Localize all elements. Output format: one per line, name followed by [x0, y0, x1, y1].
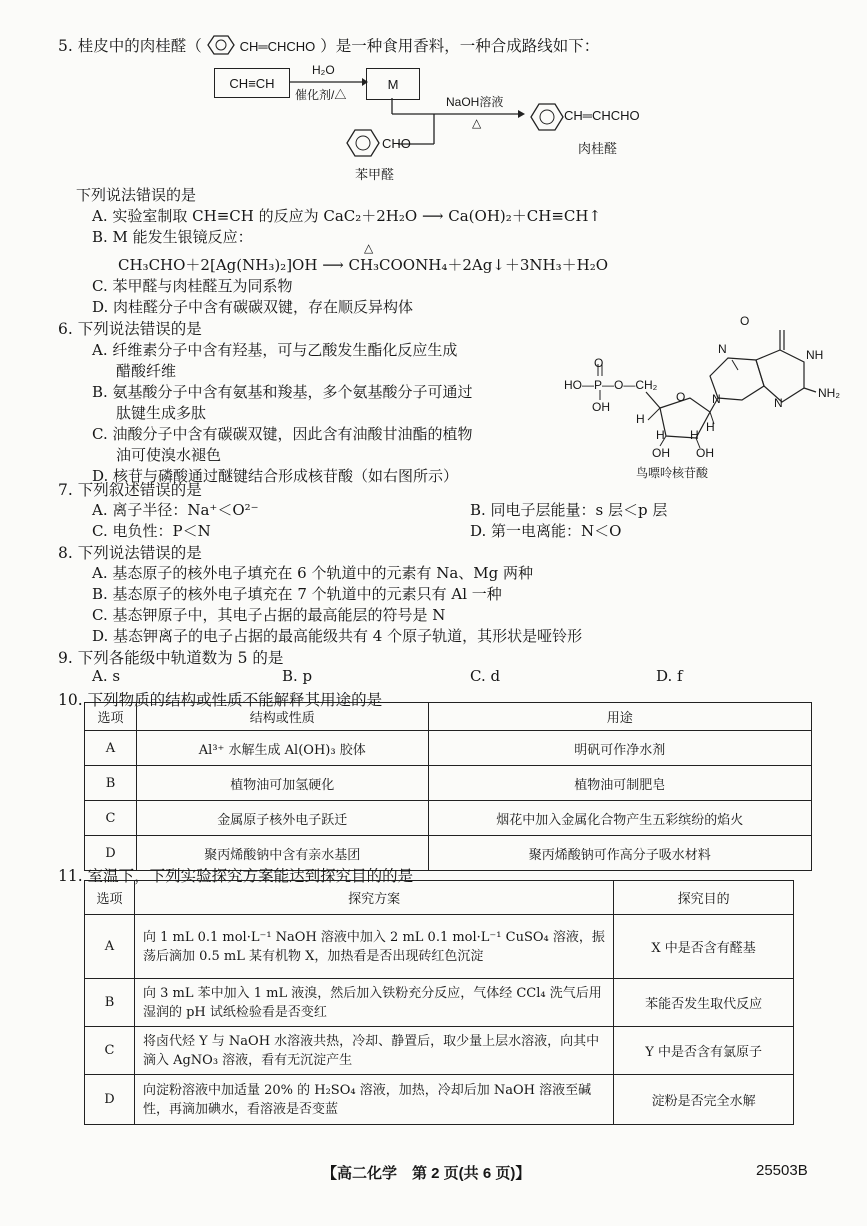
q6-option-A1: A. 纤维素分子中含有羟基，可与乙酸发生酯化反应生成	[92, 341, 458, 359]
table-cell: 向 3 mL 苯中加入 1 mL 液溴，然后加入铁粉充分反应，气体经 CCl₄ 洗气后用湿润的 pH 试纸检验看是否变红	[134, 979, 613, 1027]
table-row	[85, 915, 794, 979]
benzene-ring-icon	[346, 128, 380, 158]
table-cell: 明矾可作净水剂	[428, 731, 811, 766]
fig-OH-P: OH	[592, 400, 610, 414]
q6-option-B1: B. 氨基酸分子中含有氨基和羧基，多个氨基酸分子可通过	[92, 383, 473, 401]
scheme-reagent1-top: H₂O	[312, 63, 335, 77]
scheme-intermediate: M	[387, 76, 399, 92]
table-row	[85, 979, 794, 1027]
q5-title-struct: CH═CHCHO	[239, 39, 316, 54]
q6-title: 6. 下列说法错误的是	[58, 320, 202, 338]
fig-NH2: NH₂	[818, 386, 840, 400]
q6-option-C1: C. 油酸分子中含有碳碳双键，因此含有油酸甘油酯的植物	[92, 425, 473, 443]
q9-title: 9. 下列各能级中轨道数为 5 的是	[58, 649, 284, 667]
table-row	[85, 731, 812, 766]
q10-title: 10. 下列物质的结构或性质不能解释其用途的是	[58, 691, 383, 709]
fig-N2: N	[774, 396, 783, 410]
fig-P-O: O	[594, 356, 604, 370]
q6-option-A2: 醋酸纤维	[116, 362, 177, 380]
q5-B2-arrow-cond: △	[364, 241, 374, 255]
scheme-product-name: 肉桂醛	[578, 141, 618, 156]
table-header: 探究方案	[134, 881, 613, 915]
fig-NH: NH	[806, 348, 824, 362]
fig-O-carbonyl: O	[740, 314, 750, 328]
q9-option-B: B. p	[282, 667, 313, 685]
table-cell: 聚丙烯酸钠可作高分子吸水材料	[428, 836, 811, 871]
q11-title: 11. 室温下，下列实验探究方案能达到探究目的的是	[58, 867, 414, 885]
q7-option-B: B. 同电子层能量：s 层＜p 层	[470, 501, 668, 519]
fig-caption: 鸟嘌呤核苷酸	[636, 466, 709, 480]
q5-title	[58, 34, 599, 56]
benzene-ring-icon	[530, 102, 564, 132]
fig-H3: H	[656, 428, 665, 442]
table-cell: 向淀粉溶液中加适量 20% 的 H₂SO₄ 溶液，加热，冷却后加 NaOH 溶液至碱性，再滴加碘水，看溶液是否变蓝	[134, 1075, 613, 1125]
benzene-ring-icon	[207, 34, 235, 56]
table-cell: 苯能否发生取代反应	[614, 979, 794, 1027]
table-cell: 金属原子核外电子跃迁	[136, 801, 428, 836]
table-header: 探究目的	[614, 881, 794, 915]
table-header: 选项	[85, 703, 137, 731]
table-header-row	[85, 881, 794, 915]
table-header: 结构或性质	[136, 703, 428, 731]
q5-option-B1: B. M 能发生银镜反应：	[92, 228, 253, 246]
table-cell: C	[85, 1027, 135, 1075]
q7-title: 7. 下列叙述错误的是	[58, 481, 202, 499]
table-cell: 植物油可加氢硬化	[136, 766, 428, 801]
fig-H1: H	[636, 412, 645, 426]
fig-OH2: OH	[696, 446, 714, 460]
q8-option-C: C. 基态钾原子中，其电子占据的最高能层的符号是 N	[92, 606, 446, 624]
fig-H4: H	[690, 428, 699, 442]
table-cell: D	[85, 836, 137, 871]
q6-option-D: D. 核苷与磷酸通过醚键结合形成核苷酸（如右图所示）	[92, 467, 459, 485]
scheme-start-box	[214, 68, 290, 98]
table-header: 用途	[428, 703, 811, 731]
table-cell: C	[85, 801, 137, 836]
fig-HO-P: HO—P—O—CH₂	[564, 378, 658, 392]
table-header-row	[85, 703, 812, 731]
table-cell: B	[85, 979, 135, 1027]
scheme-reagent1-bottom: 催化剂/△	[295, 88, 347, 102]
scheme-start: CH≡CH	[229, 75, 275, 91]
q8-option-A: A. 基态原子的核外电子填充在 6 个轨道中的元素有 Na、Mg 两种	[92, 564, 534, 582]
q8-option-D: D. 基态钾离子的电子占据的最高能级共有 4 个原子轨道，其形状是哑铃形	[92, 627, 583, 645]
q5-option-A: A. 实验室制取 CH≡CH 的反应为 CaC₂＋2H₂O ⟶ Ca(OH)₂＋CH≡CH↑	[92, 207, 602, 225]
table-cell: A	[85, 915, 135, 979]
q6-option-B2: 肽键生成多肽	[116, 404, 207, 422]
q5-option-C: C. 苯甲醛与肉桂醛互为同系物	[92, 277, 293, 295]
q7-option-D: D. 第一电离能：N＜O	[470, 522, 622, 540]
q7-option-A: A. 离子半径：Na⁺＜O²⁻	[92, 501, 259, 519]
table-cell: X 中是否含有醛基	[614, 915, 794, 979]
table-cell: 烟花中加入金属化合物产生五彩缤纷的焰火	[428, 801, 811, 836]
q9-option-C: C. d	[470, 667, 501, 685]
scheme-reagent2-top: NaOH溶液	[446, 95, 504, 109]
scheme-product-struct: CH═CHCHO	[564, 108, 640, 123]
table-header: 选项	[85, 881, 135, 915]
page-footer: 【高二化学 第 2 页(共 6 页)】	[322, 1165, 531, 1182]
fig-OH1: OH	[652, 446, 670, 460]
fig-N3: N	[712, 392, 721, 406]
table-cell: Y 中是否含有氯原子	[614, 1027, 794, 1075]
q5-title-b: ）是一种食用香料，一种合成路线如下：	[320, 37, 600, 55]
page-code: 25503B	[756, 1162, 808, 1179]
q11-table	[84, 880, 794, 1125]
scheme-benzaldehyde-struct: CHO	[382, 136, 411, 151]
table-cell: 向 1 mL 0.1 mol·L⁻¹ NaOH 溶液中加入 2 mL 0.1 mol·L⁻¹ CuSO₄ 溶液，振荡后滴加 0.5 mL 某有机物 X，加热看是否出现砖红色沉淀	[134, 915, 613, 979]
table-cell: D	[85, 1075, 135, 1125]
q5-stem: 下列说法错误的是	[76, 186, 197, 204]
q10-table	[84, 702, 812, 871]
table-cell: B	[85, 766, 137, 801]
table-row	[85, 1027, 794, 1075]
fig-O-ring: O	[676, 390, 686, 404]
table-cell: Al³⁺ 水解生成 Al(OH)₃ 胶体	[136, 731, 428, 766]
q7-option-C: C. 电负性：P＜N	[92, 522, 211, 540]
table-cell: 植物油可制肥皂	[428, 766, 811, 801]
table-row	[85, 766, 812, 801]
q9-option-D: D. f	[656, 667, 683, 685]
table-cell: 聚丙烯酸钠中含有亲水基团	[136, 836, 428, 871]
q9-option-A: A. s	[92, 667, 121, 685]
q8-option-B: B. 基态原子的核外电子填充在 7 个轨道中的元素只有 Al 一种	[92, 585, 502, 603]
q5-option-B2: CH₃CHO＋2[Ag(NH₃)₂]OH ⟶ CH₃COONH₄＋2Ag↓＋3NH₃＋H₂O	[118, 256, 609, 274]
q6-option-C2: 油可使溴水褪色	[116, 446, 222, 464]
fig-H2: H	[706, 420, 715, 434]
table-cell: 将卤代烃 Y 与 NaOH 水溶液共热，冷却、静置后，取少量上层水溶液，向其中滴入 AgNO₃ 溶液，看有无沉淀产生	[134, 1027, 613, 1075]
q8-title: 8. 下列说法错误的是	[58, 544, 202, 562]
fig-N1: N	[718, 342, 727, 356]
table-row	[85, 1075, 794, 1125]
q5-option-D: D. 肉桂醛分子中含有碳碳双键，存在顺反异构体	[92, 298, 414, 316]
table-cell: 淀粉是否完全水解	[614, 1075, 794, 1125]
scheme-reagent2-bottom: △	[472, 116, 482, 130]
table-row	[85, 801, 812, 836]
table-cell: A	[85, 731, 137, 766]
q5-title-a: 5. 桂皮中的肉桂醛（	[58, 37, 202, 55]
scheme-benzaldehyde-name: 苯甲醛	[355, 167, 395, 182]
